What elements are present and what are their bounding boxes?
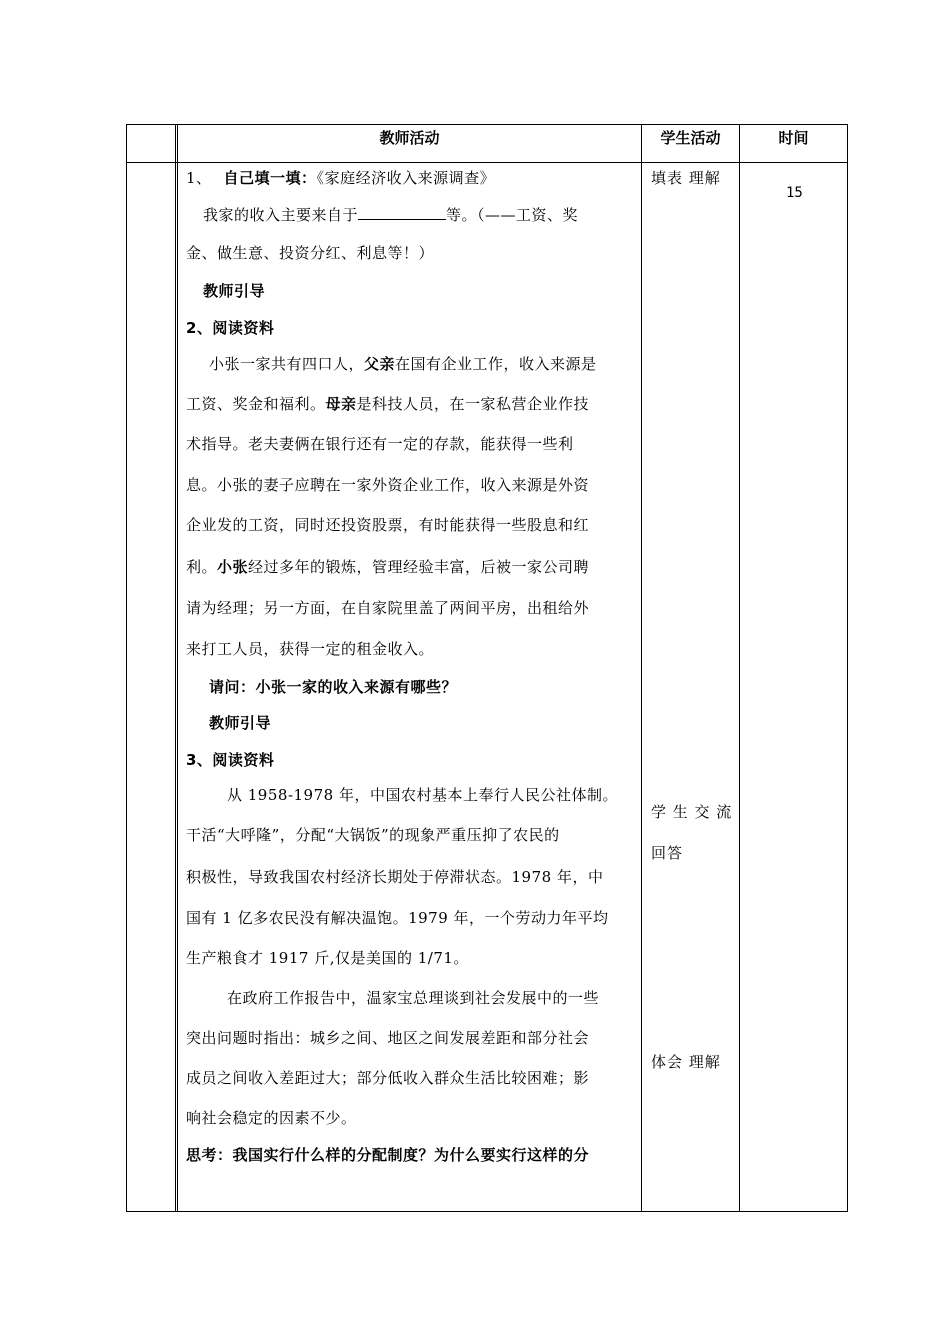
reading4-line4: 响社会稳定的因素不少。 — [186, 1109, 357, 1127]
reading4-line2: 突出问题时指出：城乡之间、地区之间发展差距和部分社会 — [186, 1029, 590, 1047]
student-note-exchange-2: 回答 — [651, 844, 684, 862]
item1-line2: 我家的收入主要来自于 等。（——工资、奖 — [203, 206, 579, 224]
column-divider-3 — [739, 124, 740, 1212]
header-time: 时间 — [778, 129, 809, 147]
reading2-line2: 工资、奖金和福利。母亲是科技人员，在一家私营企业作技 — [186, 395, 590, 413]
reading2-line7: 请为经理；另一方面，在自家院里盖了两间平房，出租给外 — [186, 599, 590, 617]
teacher-guide-1: 教师引导 — [203, 282, 266, 300]
fill-in-blank[interactable] — [358, 205, 446, 220]
reading2-line8: 来打工人员，获得一定的租金收入。 — [186, 640, 435, 658]
item1-line1 — [186, 167, 495, 188]
student-note-exchange-1: 学 生 交 流 — [651, 803, 733, 821]
question-line: 请问：小张一家的收入来源有哪些？ — [209, 678, 458, 696]
think-question: 思考：我国实行什么样的分配制度？为什么要实行这样的分 — [186, 1146, 590, 1164]
header-student-activity: 学生活动 — [660, 129, 721, 147]
reading2-line3: 术指导。老夫妻俩在银行还有一定的存款，能获得一些利 — [186, 435, 574, 453]
item1-line3: 金、做生意、投资分红、利息等！） — [186, 244, 435, 262]
item1-number: 1、 — [186, 169, 212, 187]
teacher-guide-2: 教师引导 — [209, 714, 272, 732]
column-divider-1b — [177, 124, 178, 1212]
item3-title: 3、阅读资料 — [186, 751, 275, 769]
header-teacher-activity: 教师活动 — [379, 129, 440, 147]
student-note-fill: 填表 理解 — [651, 169, 721, 187]
reading4-line1: 在政府工作报告中，温家宝总理谈到社会发展中的一些 — [227, 989, 600, 1007]
item1-survey-title: 《家庭经济收入来源调查》 — [316, 169, 496, 187]
reading3-line1: 从 1958-1978 年，中国农村基本上奉行人民公社体制。 — [227, 786, 618, 804]
student-note-feel: 体会 理解 — [651, 1053, 721, 1071]
table-right-border — [847, 124, 848, 1212]
reading4-line3: 成员之间收入差距过大；部分低收入群众生活比较困难；影 — [186, 1069, 590, 1087]
reading3-line2: 干活“大呼隆”，分配“大锅饭”的现象严重压抑了农民的 — [186, 826, 560, 844]
column-divider-1 — [175, 124, 176, 1212]
column-divider-2 — [641, 124, 642, 1212]
item2-title: 2、阅读资料 — [186, 319, 275, 337]
reading2-line6: 利。小张经过多年的锻炼，管理经验丰富，后被一家公司聘 — [186, 558, 590, 576]
reading2-line4: 息。小张的妻子应聘在一家外资企业工作，收入来源是外资 — [186, 476, 590, 494]
reading2-line1: 小张一家共有四口人，父亲在国有企业工作，收入来源是 — [209, 355, 597, 373]
time-value: 15 — [786, 185, 803, 201]
reading3-line3: 积极性，导致我国农村经济长期处于停滞状态。1978 年，中 — [186, 868, 604, 886]
reading3-line5: 生产粮食才 1917 斤,仅是美国的 1/71。 — [186, 949, 469, 967]
reading2-line5: 企业发的工资，同时还投资股票，有时能获得一些股息和红 — [186, 516, 590, 534]
table-left-border — [126, 124, 127, 1212]
item1-heading: 自己填一填： — [223, 169, 317, 187]
reading3-line4: 国有 1 亿多农民没有解决温饱。1979 年，一个劳动力年平均 — [186, 909, 609, 927]
